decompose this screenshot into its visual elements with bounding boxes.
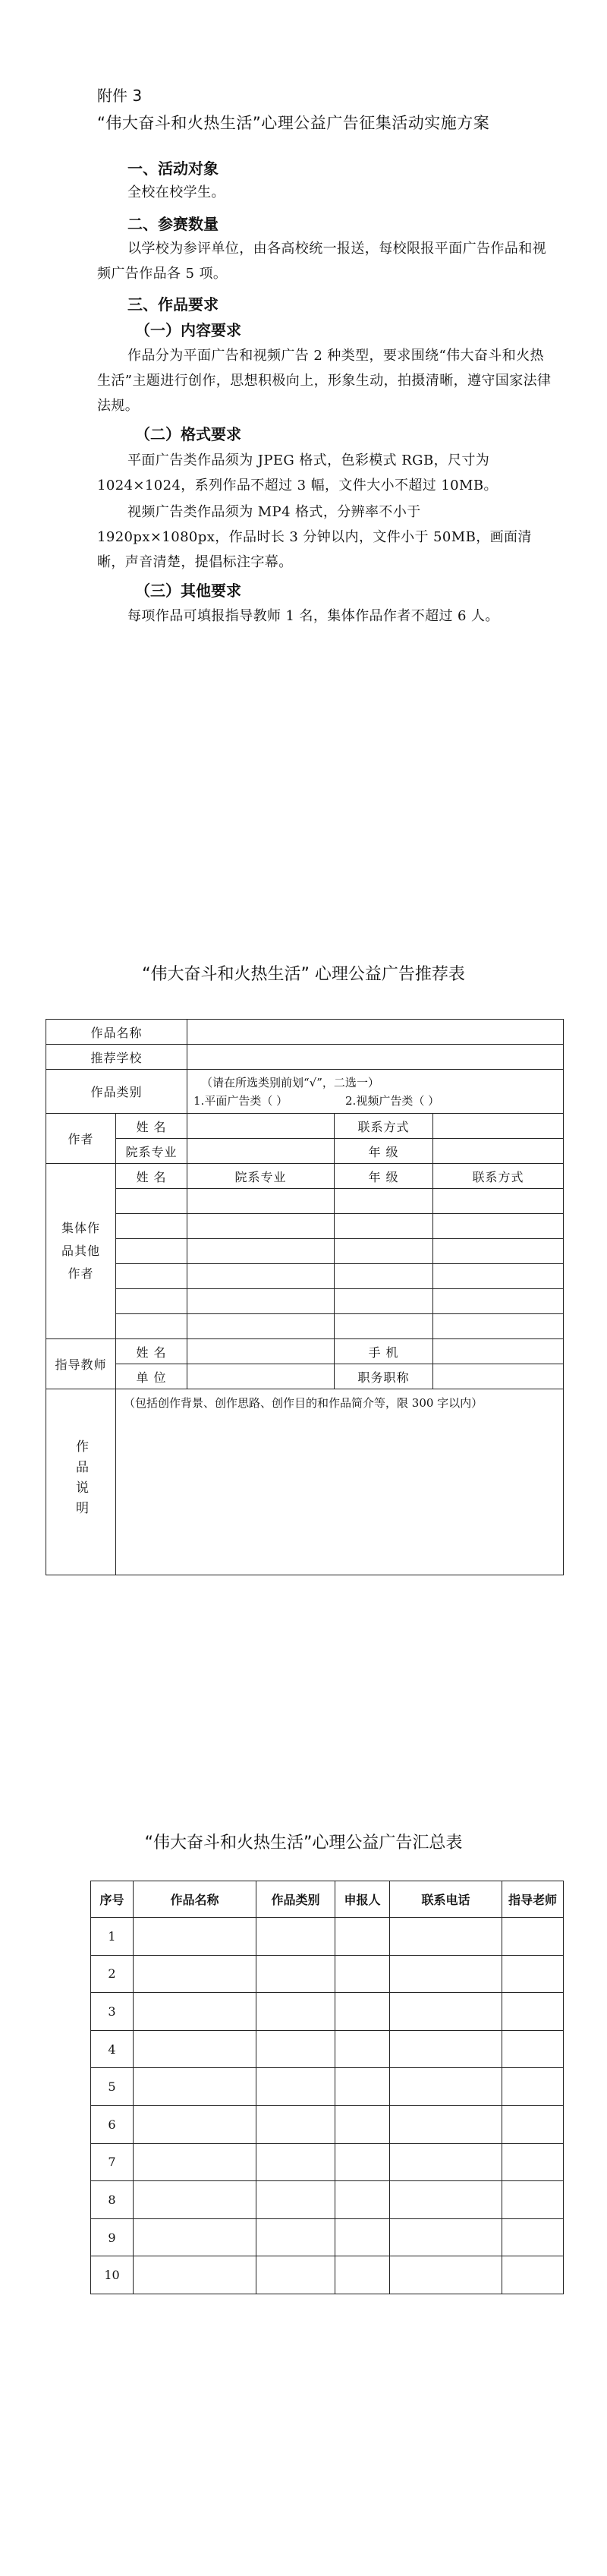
col-header-category: 作品类别 <box>256 1881 335 1918</box>
author-contact-field[interactable] <box>433 1114 564 1139</box>
author-name-field[interactable] <box>187 1114 335 1139</box>
section-3a-body: 作品分为平面广告和视频广告 2 种类型，要求围绕“伟大奋斗和火热生活”主题进行创作，思想积极向上，形象生动，拍摄清晰，遵守国家法律法规。 <box>97 348 552 414</box>
school-field[interactable] <box>187 1045 564 1070</box>
school-label: 推荐学校 <box>46 1045 187 1070</box>
advisor-label: 指导教师 <box>46 1339 116 1389</box>
row-index: 3 <box>91 1993 134 2031</box>
col-header-applicant: 申报人 <box>335 1881 390 1918</box>
table-cell[interactable] <box>390 2143 502 2181</box>
table-cell[interactable] <box>335 2181 390 2219</box>
table-cell[interactable] <box>502 1955 564 1993</box>
table-cell[interactable] <box>256 2256 335 2294</box>
group-cell[interactable] <box>116 1189 187 1214</box>
table-cell[interactable] <box>335 2030 390 2068</box>
section-3c-body: 每项作品可填报指导教师 1 名，集体作品作者不超过 6 人。 <box>127 608 499 624</box>
advisor-unit-label: 单 位 <box>116 1364 187 1389</box>
category-field[interactable] <box>187 1070 564 1114</box>
table-cell[interactable] <box>256 2181 335 2219</box>
group-cell[interactable] <box>116 1239 187 1264</box>
summary-table-body <box>91 1918 564 2294</box>
group-cell[interactable] <box>187 1189 335 1214</box>
section-3b-body-1: 平面广告类作品须为 JPEG 格式，色彩模式 RGB，尺寸为 1024×1024，系列作品不超过 3 幅，文件大小不超过 10MB。 <box>97 452 498 493</box>
group-dept-header: 院系专业 <box>187 1164 335 1189</box>
group-cell[interactable] <box>433 1314 564 1339</box>
group-cell[interactable] <box>116 1214 187 1239</box>
table-cell[interactable] <box>390 2256 502 2294</box>
table-cell[interactable] <box>134 2105 256 2143</box>
table-row <box>91 2256 564 2294</box>
group-cell[interactable] <box>433 1239 564 1264</box>
summary-table-title: “伟大奋斗和火热生活”心理公益广告汇总表 <box>144 1833 463 1852</box>
table-cell[interactable] <box>256 1918 335 1956</box>
table-cell[interactable] <box>502 2256 564 2294</box>
table-row <box>91 2068 564 2106</box>
row-index: 8 <box>91 2181 134 2219</box>
row-description <box>46 1389 564 1575</box>
table-cell[interactable] <box>502 2181 564 2219</box>
section-3b-heading: （二）格式要求 <box>135 425 241 443</box>
table-row <box>91 2218 564 2256</box>
author-grade-field[interactable] <box>433 1139 564 1164</box>
section-2-heading: 二、参赛数量 <box>127 215 219 233</box>
table-cell[interactable] <box>256 2218 335 2256</box>
table-cell[interactable] <box>335 1918 390 1956</box>
row-index: 1 <box>91 1918 134 1956</box>
group-cell[interactable] <box>187 1264 335 1289</box>
category-option-print[interactable]: 1.平面广告类（ ） <box>193 1093 288 1108</box>
section-1-body: 全校在校学生。 <box>127 184 225 200</box>
table-row <box>91 2030 564 2068</box>
table-cell[interactable] <box>256 1955 335 1993</box>
row-school <box>46 1045 564 1070</box>
section-2-body: 以学校为参评单位，由各高校统一报送，每校限报平面广告作品和视频广告作品各 5 项。 <box>97 241 546 282</box>
row-index: 4 <box>91 2030 134 2068</box>
recommend-form-table <box>46 1019 564 1575</box>
table-cell[interactable] <box>502 1993 564 2031</box>
group-cell[interactable] <box>187 1214 335 1239</box>
row-advisor-2 <box>46 1364 564 1389</box>
col-header-index: 序号 <box>91 1881 134 1918</box>
group-cell[interactable] <box>335 1239 433 1264</box>
table-cell[interactable] <box>390 1993 502 2031</box>
row-work-name <box>46 1020 564 1045</box>
group-row <box>46 1189 564 1214</box>
advisor-name-field[interactable] <box>187 1339 335 1364</box>
group-cell[interactable] <box>335 1289 433 1314</box>
table-cell[interactable] <box>502 1918 564 1956</box>
row-index: 2 <box>91 1955 134 1993</box>
table-row <box>91 1918 564 1956</box>
row-index: 10 <box>91 2256 134 2294</box>
table-cell[interactable] <box>390 2218 502 2256</box>
table-cell[interactable] <box>335 2068 390 2106</box>
table-cell[interactable] <box>134 2218 256 2256</box>
table-cell[interactable] <box>134 1955 256 1993</box>
author-label: 作者 <box>46 1114 116 1164</box>
row-index: 6 <box>91 2105 134 2143</box>
table-row <box>91 1993 564 2031</box>
category-label: 作品类别 <box>46 1070 187 1114</box>
group-authors-label: 集体作品其他作者 <box>46 1164 116 1339</box>
table-cell[interactable] <box>502 2143 564 2181</box>
table-cell[interactable] <box>256 1993 335 2031</box>
description-label: 作品说明 <box>73 1439 88 1521</box>
table-cell[interactable] <box>502 2105 564 2143</box>
table-cell[interactable] <box>134 2030 256 2068</box>
advisor-phone-label: 手 机 <box>335 1339 433 1364</box>
section-3-heading: 三、作品要求 <box>127 295 219 314</box>
group-cell[interactable] <box>116 1289 187 1314</box>
table-cell[interactable] <box>256 2068 335 2106</box>
table-cell[interactable] <box>502 2068 564 2106</box>
group-row <box>46 1239 564 1264</box>
table-cell[interactable] <box>390 2105 502 2143</box>
table-cell[interactable] <box>134 2143 256 2181</box>
advisor-name-label: 姓 名 <box>116 1339 187 1364</box>
table-cell[interactable] <box>335 2218 390 2256</box>
table-row <box>91 2181 564 2219</box>
table-cell[interactable] <box>335 1955 390 1993</box>
table-cell[interactable] <box>390 2068 502 2106</box>
table-cell[interactable] <box>502 2218 564 2256</box>
row-category <box>46 1070 564 1114</box>
row-index: 5 <box>91 2068 134 2106</box>
group-cell[interactable] <box>187 1314 335 1339</box>
row-advisor-1 <box>46 1339 564 1364</box>
group-cell[interactable] <box>433 1264 564 1289</box>
table-cell[interactable] <box>134 1918 256 1956</box>
group-row <box>46 1264 564 1289</box>
table-row <box>91 2143 564 2181</box>
group-cell[interactable] <box>335 1314 433 1339</box>
table-cell[interactable] <box>335 2143 390 2181</box>
table-cell[interactable] <box>256 2143 335 2181</box>
col-header-advisor: 指导老师 <box>502 1881 564 1918</box>
author-grade-label: 年 级 <box>335 1139 433 1164</box>
row-group-header <box>46 1164 564 1189</box>
table-cell[interactable] <box>335 1993 390 2031</box>
table-cell[interactable] <box>502 2030 564 2068</box>
author-dept-label: 院系专业 <box>116 1139 187 1164</box>
author-name-label: 姓 名 <box>116 1114 187 1139</box>
section-1-heading: 一、活动对象 <box>127 159 219 178</box>
advisor-title-label: 职务职称 <box>335 1364 433 1389</box>
row-author-1 <box>46 1114 564 1139</box>
section-3c-heading: （三）其他要求 <box>135 582 241 600</box>
table-cell[interactable] <box>390 2030 502 2068</box>
table-cell[interactable] <box>335 2256 390 2294</box>
table-cell[interactable] <box>134 2256 256 2294</box>
col-header-work-name: 作品名称 <box>134 1881 256 1918</box>
group-cell[interactable] <box>433 1214 564 1239</box>
table-cell[interactable] <box>390 1955 502 1993</box>
group-cell[interactable] <box>116 1264 187 1289</box>
table-cell[interactable] <box>134 2181 256 2219</box>
advisor-phone-field[interactable] <box>433 1339 564 1364</box>
author-contact-label: 联系方式 <box>335 1114 433 1139</box>
table-row <box>91 1955 564 1993</box>
table-cell[interactable] <box>335 2105 390 2143</box>
group-cell[interactable] <box>187 1239 335 1264</box>
table-cell[interactable] <box>134 2068 256 2106</box>
work-name-label: 作品名称 <box>46 1020 187 1045</box>
description-field[interactable] <box>116 1389 564 1575</box>
row-index: 7 <box>91 2143 134 2181</box>
group-cell[interactable] <box>335 1264 433 1289</box>
group-cell[interactable] <box>116 1314 187 1339</box>
section-3b-body-2: 视频广告类作品须为 MP4 格式，分辨率不小于 1920px×1080px，作品时长 3 分钟以内，文件小于 50MB，画面清晰，声音清楚，提倡标注字幕。 <box>97 504 532 570</box>
table-cell[interactable] <box>390 1918 502 1956</box>
table-cell[interactable] <box>256 2105 335 2143</box>
summary-header-row <box>91 1881 564 1918</box>
row-index: 9 <box>91 2218 134 2256</box>
group-cell[interactable] <box>335 1214 433 1239</box>
group-contact-header: 联系方式 <box>433 1164 564 1189</box>
group-cell[interactable] <box>433 1289 564 1314</box>
advisor-title-field[interactable] <box>433 1364 564 1389</box>
group-cell[interactable] <box>187 1289 335 1314</box>
group-row <box>46 1314 564 1339</box>
section-3a-heading: （一）内容要求 <box>135 321 241 339</box>
table-cell[interactable] <box>390 2181 502 2219</box>
description-label-cell <box>46 1389 116 1575</box>
table-cell[interactable] <box>256 2030 335 2068</box>
work-name-field[interactable] <box>187 1020 564 1045</box>
summary-table <box>90 1881 564 2294</box>
group-row <box>46 1289 564 1314</box>
row-author-2 <box>46 1139 564 1164</box>
group-grade-header: 年 级 <box>335 1164 433 1189</box>
description-note: （包括创作背景、创作思路、创作目的和作品简介等，限 300 字以内） <box>124 1396 483 1410</box>
group-name-header: 姓 名 <box>116 1164 187 1189</box>
document-title: “伟大奋斗和火热生活”心理公益广告征集活动实施方案 <box>97 114 490 132</box>
table-row <box>91 2105 564 2143</box>
group-cell[interactable] <box>335 1189 433 1214</box>
group-row <box>46 1214 564 1239</box>
group-cell[interactable] <box>433 1189 564 1214</box>
category-option-video[interactable]: 2.视频广告类（ ） <box>345 1093 440 1108</box>
table-cell[interactable] <box>134 1993 256 2031</box>
attachment-label: 附件 3 <box>97 87 143 105</box>
col-header-phone: 联系电话 <box>390 1881 502 1918</box>
advisor-unit-field[interactable] <box>187 1364 335 1389</box>
author-dept-field[interactable] <box>187 1139 335 1164</box>
recommend-form-title: “伟大奋斗和火热生活” 心理公益广告推荐表 <box>142 965 465 984</box>
category-note: （请在所选类别前划“√”，二选一） <box>201 1075 379 1089</box>
